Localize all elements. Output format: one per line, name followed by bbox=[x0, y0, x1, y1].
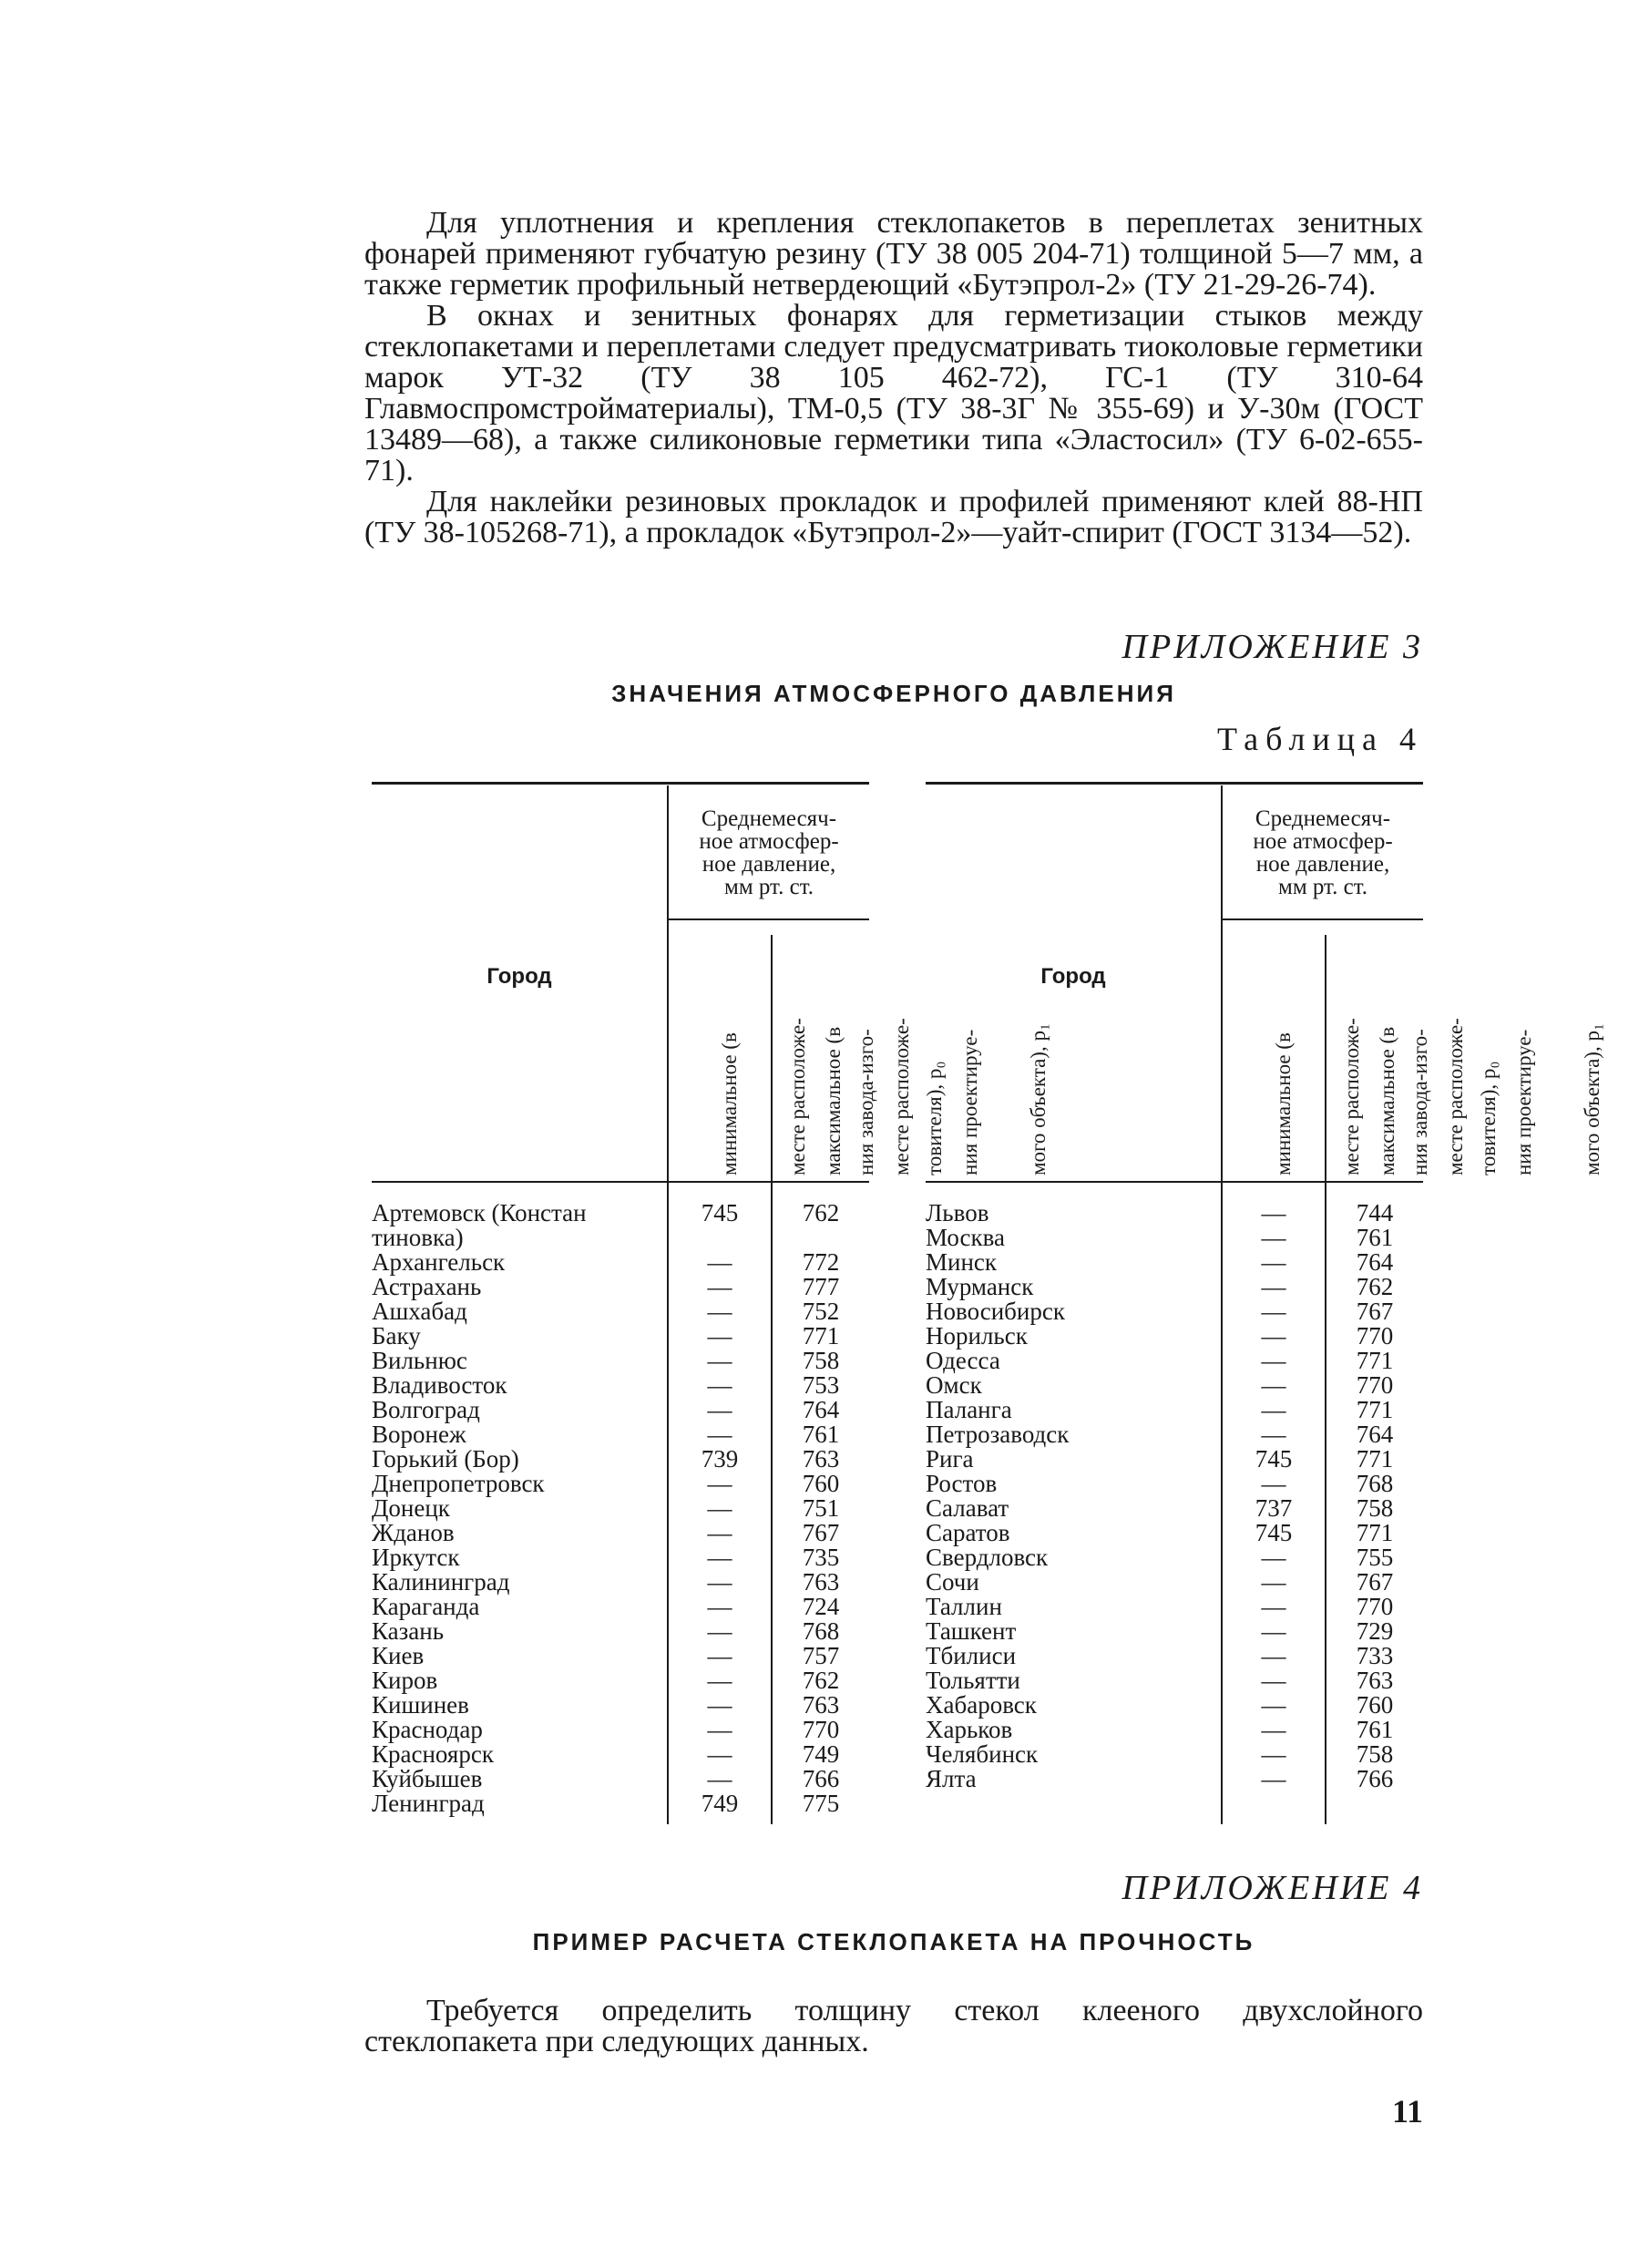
header-city: Город bbox=[487, 964, 552, 989]
cell-min-pressure: — bbox=[707, 1494, 732, 1522]
header-group-rule bbox=[1221, 918, 1423, 920]
cell-max-pressure: 771 bbox=[1356, 1445, 1394, 1473]
cell-min-pressure: — bbox=[707, 1322, 732, 1350]
table-row bbox=[926, 1299, 1423, 1324]
header-min-line: товителя), p₀ bbox=[1477, 1061, 1500, 1175]
cell-min-pressure: — bbox=[1261, 1273, 1286, 1300]
cell-min-pressure: — bbox=[707, 1371, 732, 1399]
table-row bbox=[926, 1447, 1423, 1472]
header-max-line: максимальное (в bbox=[822, 1026, 845, 1175]
table-row bbox=[372, 1398, 869, 1422]
table-row bbox=[372, 1226, 869, 1250]
cell-min-pressure: — bbox=[1261, 1298, 1286, 1325]
cell-max-pressure: 735 bbox=[802, 1544, 840, 1571]
cell-max-pressure: 760 bbox=[802, 1470, 840, 1497]
cell-max-pressure: 771 bbox=[802, 1322, 840, 1350]
cell-max-pressure: 763 bbox=[802, 1691, 840, 1719]
cell-city: Куйбышев bbox=[372, 1765, 483, 1792]
cell-max-pressure: 767 bbox=[1356, 1298, 1394, 1325]
header-group-line: ное давление, bbox=[702, 852, 836, 877]
cell-city: Таллин bbox=[926, 1593, 1002, 1620]
intro-text bbox=[364, 208, 1423, 549]
cell-max-pressure: 744 bbox=[1356, 1199, 1394, 1226]
cell-city: Тольятти bbox=[926, 1667, 1020, 1694]
header-max-line: мого объекта), p₁ bbox=[1581, 1023, 1603, 1175]
cell-min-pressure: — bbox=[1261, 1740, 1286, 1768]
cell-city: Красноярск bbox=[372, 1740, 494, 1768]
table-row bbox=[372, 1521, 869, 1545]
appendix-4-label: ПРИЛОЖЕНИЕ 4 bbox=[1122, 1869, 1423, 1907]
cell-max-pressure: 763 bbox=[1356, 1667, 1394, 1694]
table-row bbox=[926, 1521, 1423, 1545]
header-city: Город bbox=[1040, 964, 1106, 989]
cell-max-pressure: 763 bbox=[802, 1445, 840, 1473]
cell-min-pressure: — bbox=[707, 1544, 732, 1571]
cell-city: Ленинград bbox=[372, 1790, 485, 1817]
cell-city: Одесса bbox=[926, 1347, 1000, 1374]
cell-min-pressure: — bbox=[1261, 1347, 1286, 1374]
cell-max-pressure: 775 bbox=[802, 1790, 840, 1817]
table-row bbox=[372, 1349, 869, 1373]
cell-min-pressure: — bbox=[1261, 1470, 1286, 1497]
table-row bbox=[372, 1201, 869, 1226]
table-label: Таблица 4 bbox=[1217, 721, 1423, 757]
cell-min-pressure: — bbox=[1261, 1568, 1286, 1596]
cell-min-pressure: — bbox=[707, 1396, 732, 1423]
cell-max-pressure: 771 bbox=[1356, 1347, 1394, 1374]
table-row bbox=[372, 1275, 869, 1299]
cell-min-pressure: 739 bbox=[701, 1445, 739, 1473]
cell-min-pressure: — bbox=[1261, 1396, 1286, 1423]
table-row bbox=[372, 1742, 869, 1767]
cell-max-pressure: 770 bbox=[802, 1716, 840, 1743]
header-min-line: ния завода-изго- bbox=[1408, 1029, 1431, 1175]
cell-max-pressure: 762 bbox=[1356, 1273, 1394, 1300]
cell-max-pressure: 757 bbox=[802, 1642, 840, 1669]
cell-max-pressure: 764 bbox=[1356, 1421, 1394, 1448]
table-row bbox=[372, 1447, 869, 1472]
cell-max-pressure: 762 bbox=[802, 1199, 840, 1226]
cell-city: Ашхабад bbox=[372, 1298, 467, 1325]
cell-city: Владивосток bbox=[372, 1371, 507, 1399]
cell-max-pressure: 770 bbox=[1356, 1371, 1394, 1399]
cell-min-pressure: — bbox=[707, 1470, 732, 1497]
cell-city: Тбилиси bbox=[926, 1642, 1017, 1669]
header-max-line: месте расположе- bbox=[890, 1018, 913, 1175]
cell-city: Рига bbox=[926, 1445, 974, 1473]
cell-city: Харьков bbox=[926, 1716, 1013, 1743]
cell-max-pressure: 724 bbox=[802, 1593, 840, 1620]
header-min-line: месте расположе- bbox=[1340, 1018, 1363, 1175]
table-row bbox=[372, 1619, 869, 1644]
table-top-rule bbox=[926, 782, 1423, 785]
header-group-line: Среднемесяч- bbox=[701, 806, 837, 831]
cell-city: Иркутск bbox=[372, 1544, 460, 1571]
cell-min-pressure: — bbox=[1261, 1421, 1286, 1448]
cell-city: Астрахань bbox=[372, 1273, 482, 1300]
page-number: 11 bbox=[1391, 2093, 1423, 2129]
cell-max-pressure: 777 bbox=[802, 1273, 840, 1300]
cell-max-pressure: 768 bbox=[1356, 1470, 1394, 1497]
table-row bbox=[926, 1422, 1423, 1447]
cell-min-pressure: — bbox=[707, 1593, 732, 1620]
table-row bbox=[926, 1767, 1423, 1791]
cell-city: Краснодар bbox=[372, 1716, 483, 1743]
intro-paragraph-3: Для наклейки резиновых прокладок и профилей применяют клей 88-НП (ТУ 38-105268-71), а прокладок «Бутэпрол-2»—уайт-спирит (ГОСТ 3134—52). bbox=[364, 485, 1423, 549]
cell-city: Сочи bbox=[926, 1568, 979, 1596]
cell-min-pressure: — bbox=[1261, 1544, 1286, 1571]
cell-max-pressure: 761 bbox=[1356, 1224, 1394, 1251]
cell-min-pressure: — bbox=[1261, 1691, 1286, 1719]
cell-max-pressure: 771 bbox=[1356, 1519, 1394, 1546]
table-row bbox=[372, 1595, 869, 1619]
cell-max-pressure: 770 bbox=[1356, 1593, 1394, 1620]
cell-min-pressure: — bbox=[707, 1765, 732, 1792]
table-row bbox=[372, 1373, 869, 1398]
cell-city: Москва bbox=[926, 1224, 1005, 1251]
cell-city: Петрозаводск bbox=[926, 1421, 1070, 1448]
cell-max-pressure: 768 bbox=[802, 1617, 840, 1645]
cell-city: Волгоград bbox=[372, 1396, 480, 1423]
cell-min-pressure: 745 bbox=[1255, 1445, 1293, 1473]
cell-max-pressure: 753 bbox=[802, 1371, 840, 1399]
header-min-line: ния завода-изго- bbox=[855, 1029, 877, 1175]
cell-min-pressure: — bbox=[1261, 1322, 1286, 1350]
header-group-line: мм рт. ст. bbox=[724, 875, 814, 899]
intro-paragraph-2: В окнах и зенитных фонарях для герметизации стыков между стеклопакетами и переплетами следует предусматривать тиоколовые герметики марок УТ-32 (ТУ 38 105 462-72), ГС-1 (ТУ 310-64 Главмоспромстройматериалы), ТМ-0,5 (ТУ 38-3Г № 355-69) и У-30м (ГОСТ 13489—68), а также силиконовые герметики типа «Эластосил» (ТУ 6-02-655-71). bbox=[364, 299, 1423, 487]
cell-max-pressure: 763 bbox=[802, 1568, 840, 1596]
table-row bbox=[926, 1201, 1423, 1226]
appendix-4-text bbox=[364, 1996, 1423, 2058]
cell-city: Ташкент bbox=[926, 1617, 1017, 1645]
cell-max-pressure: 758 bbox=[1356, 1494, 1394, 1522]
table-row bbox=[372, 1545, 869, 1570]
table-row bbox=[372, 1668, 869, 1693]
table-row bbox=[926, 1349, 1423, 1373]
cell-max-pressure: 767 bbox=[1356, 1568, 1394, 1596]
cell-min-pressure: — bbox=[1261, 1199, 1286, 1226]
header-min-line: товителя), p₀ bbox=[923, 1061, 946, 1175]
cell-max-pressure: 761 bbox=[802, 1421, 840, 1448]
cell-max-pressure: 733 bbox=[1356, 1642, 1394, 1669]
table-row bbox=[926, 1570, 1423, 1595]
cell-city: Челябинск bbox=[926, 1740, 1039, 1768]
cell-min-pressure: — bbox=[707, 1740, 732, 1768]
cell-city: Донецк bbox=[372, 1494, 450, 1522]
cell-min-pressure: 745 bbox=[1255, 1519, 1293, 1546]
table-row bbox=[372, 1324, 869, 1349]
header-group bbox=[1223, 807, 1423, 898]
header-group-line: мм рт. ст. bbox=[1278, 875, 1367, 899]
cell-min-pressure: — bbox=[707, 1273, 732, 1300]
table-row bbox=[926, 1595, 1423, 1619]
cell-min-pressure: — bbox=[707, 1519, 732, 1546]
cell-min-pressure: — bbox=[1261, 1224, 1286, 1251]
cell-min-pressure: 737 bbox=[1255, 1494, 1293, 1522]
table-row bbox=[926, 1545, 1423, 1570]
cell-min-pressure: — bbox=[1261, 1765, 1286, 1792]
table-row bbox=[926, 1693, 1423, 1718]
header-max-line: ния проектируе- bbox=[958, 1029, 981, 1175]
cell-max-pressure: 770 bbox=[1356, 1322, 1394, 1350]
table-row bbox=[926, 1324, 1423, 1349]
table-row bbox=[372, 1570, 869, 1595]
table-row bbox=[372, 1299, 869, 1324]
header-group-line: ное атмосфер- bbox=[1253, 829, 1393, 854]
intro-paragraph-1: Для уплотнения и крепления стеклопакетов в переплетах зенитных фонарей применяют губчатую резину (ТУ 38 005 204-71) толщиной 5—7 мм, а также герметик профильный нетвердеющий «Бутэпрол-2» (ТУ 21-29-26-74). bbox=[364, 206, 1423, 302]
cell-max-pressure: 758 bbox=[802, 1347, 840, 1374]
table-row bbox=[372, 1791, 869, 1816]
appendix-4-title: ПРИМЕР РАСЧЕТА СТЕКЛОПАКЕТА НА ПРОЧНОСТЬ bbox=[532, 1928, 1255, 1955]
header-min-line: минимальное (в bbox=[1272, 1032, 1295, 1175]
cell-city: Киров bbox=[372, 1667, 438, 1694]
cell-max-pressure: 729 bbox=[1356, 1617, 1394, 1645]
header-group bbox=[669, 807, 869, 898]
cell-min-pressure: 745 bbox=[701, 1199, 739, 1226]
table-row bbox=[926, 1373, 1423, 1398]
appendix-4-paragraph: Требуется определить толщину стекол клееного двухслойного стеклопакета при следующих данных. bbox=[364, 1994, 1423, 2058]
cell-max-pressure: 771 bbox=[1356, 1396, 1394, 1423]
cell-city: Саратов bbox=[926, 1519, 1010, 1546]
table-row bbox=[372, 1422, 869, 1447]
table-header-rule bbox=[926, 1181, 1423, 1183]
table-row bbox=[926, 1398, 1423, 1422]
cell-max-pressure: 749 bbox=[802, 1740, 840, 1768]
header-min-line: минимальное (в bbox=[718, 1032, 741, 1175]
table-row bbox=[372, 1250, 869, 1275]
header-max-line: месте расположе- bbox=[1444, 1018, 1467, 1175]
cell-min-pressure: — bbox=[1261, 1617, 1286, 1645]
cell-city: Омск bbox=[926, 1371, 982, 1399]
cell-city: Салават bbox=[926, 1494, 1009, 1522]
cell-max-pressure: 760 bbox=[1356, 1691, 1394, 1719]
cell-max-pressure: 751 bbox=[802, 1494, 840, 1522]
header-max-line: мого объекта), p₁ bbox=[1027, 1023, 1050, 1175]
cell-city: Ялта bbox=[926, 1765, 977, 1792]
cell-min-pressure: — bbox=[707, 1716, 732, 1743]
cell-max-pressure: 758 bbox=[1356, 1740, 1394, 1768]
cell-city: Хабаровск bbox=[926, 1691, 1037, 1719]
cell-max-pressure: 766 bbox=[1356, 1765, 1394, 1792]
header-group-line: ное давление, bbox=[1255, 852, 1390, 877]
cell-min-pressure: — bbox=[1261, 1642, 1286, 1669]
cell-min-pressure: — bbox=[707, 1568, 732, 1596]
header-min-line: месте расположе- bbox=[786, 1018, 809, 1175]
cell-max-pressure: 755 bbox=[1356, 1544, 1394, 1571]
cell-city: Ростов bbox=[926, 1470, 998, 1497]
table-row bbox=[926, 1226, 1423, 1250]
table-row bbox=[926, 1619, 1423, 1644]
table-row bbox=[372, 1693, 869, 1718]
cell-city: Жданов bbox=[372, 1519, 455, 1546]
cell-city: Артемовск (Констан bbox=[372, 1199, 587, 1226]
cell-min-pressure: — bbox=[707, 1642, 732, 1669]
cell-city: Новосибирск bbox=[926, 1298, 1065, 1325]
cell-city: Киев bbox=[372, 1642, 425, 1669]
cell-max-pressure: 752 bbox=[802, 1298, 840, 1325]
cell-city: Вильнюс bbox=[372, 1347, 467, 1374]
cell-city: Кишинев bbox=[372, 1691, 469, 1719]
cell-min-pressure: — bbox=[707, 1667, 732, 1694]
cell-min-pressure: — bbox=[1261, 1371, 1286, 1399]
table-row bbox=[926, 1718, 1423, 1742]
cell-min-pressure: — bbox=[707, 1691, 732, 1719]
table-row bbox=[926, 1644, 1423, 1668]
cell-max-pressure: 764 bbox=[802, 1396, 840, 1423]
cell-min-pressure: — bbox=[1261, 1667, 1286, 1694]
table-row bbox=[372, 1496, 869, 1521]
cell-city: Днепропетровск bbox=[372, 1470, 545, 1497]
cell-max-pressure: 764 bbox=[1356, 1248, 1394, 1276]
pressure-table-right bbox=[926, 782, 1603, 1830]
table-row bbox=[372, 1644, 869, 1668]
cell-min-pressure: — bbox=[1261, 1716, 1286, 1743]
cell-city: тиновка) bbox=[372, 1224, 464, 1251]
cell-max-pressure: 767 bbox=[802, 1519, 840, 1546]
cell-max-pressure: 772 bbox=[802, 1248, 840, 1276]
table-top-rule bbox=[372, 782, 869, 785]
cell-city: Архангельск bbox=[372, 1248, 506, 1276]
cell-city: Калининград bbox=[372, 1568, 510, 1596]
table-header-rule bbox=[372, 1181, 869, 1183]
header-group-line: Среднемесяч- bbox=[1255, 806, 1391, 831]
header-max-line: ния проектируе- bbox=[1512, 1029, 1535, 1175]
cell-min-pressure: — bbox=[707, 1248, 732, 1276]
header-group-rule bbox=[667, 918, 869, 920]
cell-city: Паланга bbox=[926, 1396, 1012, 1423]
cell-city: Казань bbox=[372, 1617, 445, 1645]
table-row bbox=[372, 1718, 869, 1742]
cell-city: Свердловск bbox=[926, 1544, 1049, 1571]
cell-city: Львов bbox=[926, 1199, 989, 1226]
cell-max-pressure: 766 bbox=[802, 1765, 840, 1792]
table-row bbox=[926, 1250, 1423, 1275]
cell-min-pressure: — bbox=[707, 1347, 732, 1374]
cell-min-pressure: — bbox=[707, 1298, 732, 1325]
cell-city: Горький (Бор) bbox=[372, 1445, 519, 1473]
cell-city: Воронеж bbox=[372, 1421, 466, 1448]
table-row bbox=[926, 1275, 1423, 1299]
table-row bbox=[372, 1472, 869, 1496]
cell-max-pressure: 762 bbox=[802, 1667, 840, 1694]
table-row bbox=[926, 1668, 1423, 1693]
table-row bbox=[372, 1767, 869, 1791]
cell-min-pressure: — bbox=[1261, 1248, 1286, 1276]
cell-city: Норильск bbox=[926, 1322, 1028, 1350]
table-row bbox=[926, 1472, 1423, 1496]
cell-city: Минск bbox=[926, 1248, 998, 1276]
cell-max-pressure: 761 bbox=[1356, 1716, 1394, 1743]
cell-city: Баку bbox=[372, 1322, 421, 1350]
header-group-line: ное атмосфер- bbox=[699, 829, 839, 854]
cell-city: Караганда bbox=[372, 1593, 480, 1620]
cell-min-pressure: — bbox=[707, 1421, 732, 1448]
appendix-3-title: ЗНАЧЕНИЯ АТМОСФЕРНОГО ДАВЛЕНИЯ bbox=[611, 680, 1176, 707]
appendix-3-label: ПРИЛОЖЕНИЕ 3 bbox=[1122, 628, 1423, 666]
cell-city: Мурманск bbox=[926, 1273, 1034, 1300]
table-row bbox=[926, 1496, 1423, 1521]
cell-min-pressure: — bbox=[1261, 1593, 1286, 1620]
cell-min-pressure: 749 bbox=[701, 1790, 739, 1817]
cell-min-pressure: — bbox=[707, 1617, 732, 1645]
table-row bbox=[926, 1742, 1423, 1767]
header-max-line: максимальное (в bbox=[1376, 1026, 1398, 1175]
